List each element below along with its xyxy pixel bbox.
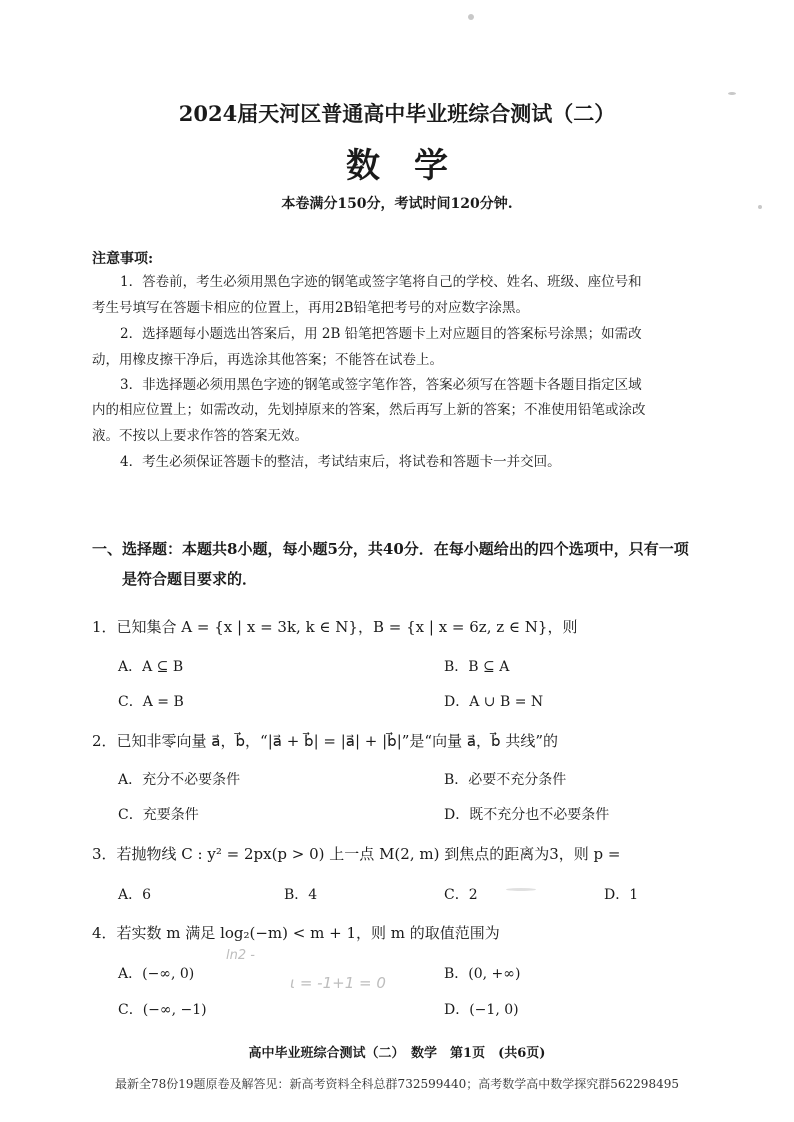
section-heading-cont: 是符合题目要求的． <box>122 570 258 588</box>
q2-option-b: B．必要不充分条件 <box>444 772 567 788</box>
notice-line: 2．选择题每小题选出答案后，用 2B 铅笔把答题卡上对应题目的答案标号涂黑；如需改 <box>120 326 642 342</box>
exam-title: 2024届天河区普通高中毕业班综合测试（二） <box>178 101 616 126</box>
promo-line: 最新全78份19题原卷及解答见：新高考资料全科总群732599440；高考数学高中数学探究群562298495 <box>115 1077 679 1091</box>
q4-option-a: A．(−∞, 0) <box>118 966 195 982</box>
subject-title: 数学 <box>346 146 482 186</box>
notice-line: 4．考生必须保证答题卡的整洁，考试结束后，将试卷和答题卡一并交回。 <box>120 454 561 470</box>
scan-speck <box>728 92 736 95</box>
page-footer: 高中毕业班综合测试（二） 数学 第1页 (共6页) <box>248 1046 546 1061</box>
question-1-stem: 1．已知集合 A = {x | x = 3k, k ∈ N}，B = {x | x = 6z, z ∈ N}，则 <box>92 618 578 636</box>
q3-option-c: C．2 <box>444 887 478 903</box>
q3-option-b: B．4 <box>284 887 318 903</box>
q1-option-c: C．A = B <box>118 694 184 710</box>
notice-line: 考生号填写在答题卡相应的位置上，再用2B铅笔把考号的对应数字涂黑。 <box>92 300 530 316</box>
q3-option-d: D．1 <box>604 887 639 903</box>
handwritten-scribble: ι = -1+1 = 0 <box>290 974 386 992</box>
question-2-stem: 2．已知非零向量 a⃗，b⃗，“|a⃗ + b⃗| = |a⃗| + |b⃗|”是“向量 a⃗，b⃗ 共线”的 <box>92 732 559 750</box>
notice-line: 液。不按以上要求作答的答案无效。 <box>92 428 308 444</box>
scan-speck <box>506 888 536 891</box>
q3-option-a: A．6 <box>118 887 152 903</box>
notice-line: 3．非选择题必须用黑色字迹的钢笔或签字笔作答，答案必须写在答题卡各题目指定区域 <box>120 377 642 393</box>
q4-option-d: D．(−1, 0) <box>444 1002 519 1018</box>
question-3-stem: 3．若抛物线 C : y² = 2px(p > 0) 上一点 M(2, m) 到焦点的距离为3，则 p = <box>92 845 621 863</box>
q2-option-a: A．充分不必要条件 <box>118 772 241 788</box>
q2-option-d: D．既不充分也不必要条件 <box>444 807 610 823</box>
handwritten-scribble: ln2 - <box>226 948 255 963</box>
notice-line: 内的相应位置上；如需改动，先划掉原来的答案，然后再写上新的答案；不准使用铅笔或涂改 <box>92 402 646 418</box>
scan-speck <box>758 205 762 209</box>
score-info: 本卷满分150分，考试时间120分钟. <box>281 196 513 212</box>
section-heading: 一、选择题：本题共8小题，每小题5分，共40分．在每小题给出的四个选项中，只有一项 <box>92 540 689 558</box>
q1-option-d: D．A ∪ B = N <box>444 694 544 710</box>
q1-option-a: A．A ⊆ B <box>118 659 184 675</box>
notice-line: 动，用橡皮擦干净后，再选涂其他答案；不能答在试卷上。 <box>92 352 443 368</box>
scan-speck <box>468 14 474 20</box>
q4-option-b: B．(0, +∞) <box>444 966 521 982</box>
q1-option-b: B．B ⊆ A <box>444 659 510 675</box>
notice-heading: 注意事项: <box>92 251 154 267</box>
question-4-stem: 4．若实数 m 满足 log₂(−m) < m + 1，则 m 的取值范围为 <box>92 924 500 942</box>
q2-option-c: C．充要条件 <box>118 807 199 823</box>
q4-option-c: C．(−∞, −1) <box>118 1002 207 1018</box>
notice-line: 1．答卷前，考生必须用黑色字迹的钢笔或签字笔将自己的学校、姓名、班级、座位号和 <box>120 274 642 290</box>
